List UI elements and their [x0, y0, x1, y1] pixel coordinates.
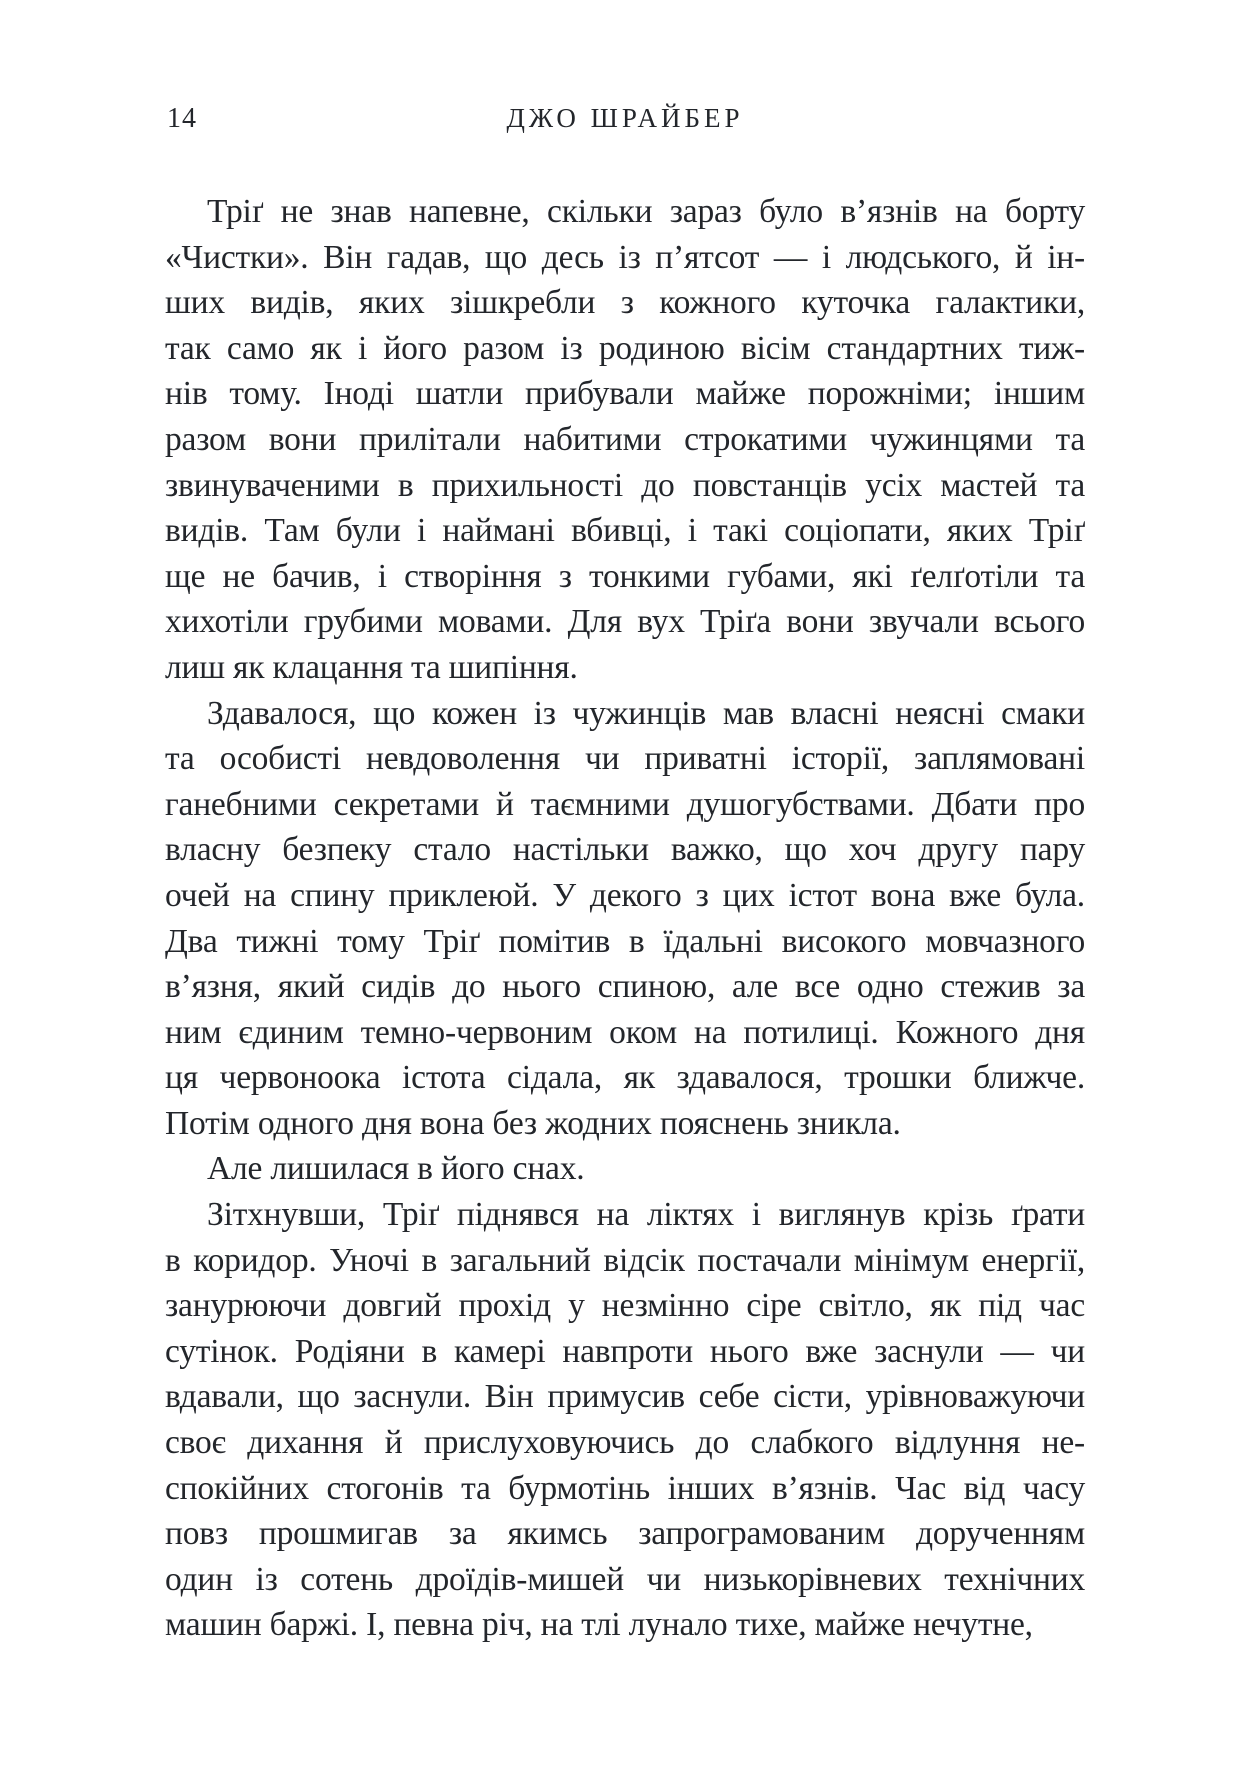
text-line: сутінок. Родіяни в камері навпроти нього вже заснули — чи [165, 1332, 1085, 1370]
text-line: в’язня, який сидів до нього спиною, але все одно стежив за [165, 968, 1085, 1006]
text-line: занурюючи довгий прохід у незмінно сіре світло, як під час [165, 1287, 1085, 1325]
text-line: в коридор. Уночі в загальний відсік постачали мінімум енергії, [165, 1241, 1085, 1279]
text-line: лиш як клацання та шипіння. [165, 648, 578, 686]
text-line: один із сотень дроїдів-мишей чи низькорівневих технічних [165, 1560, 1085, 1598]
text-line: Зітхнувши, Тріґ піднявся на ліктях і виглянув крізь ґрати [207, 1196, 1085, 1234]
text-line: разом вони прилітали набитими строкатими чужинцями та [165, 420, 1085, 458]
running-head-author: ДЖО ШРАЙБЕР [506, 103, 744, 133]
text-line: ших видів, яких зішкребли з кожного куточка галактики, [165, 284, 1085, 322]
text-line: та особисті невдоволення чи приватні історії, заплямовані [165, 740, 1085, 778]
text-line: нів тому. Іноді шатли прибували майже порожніми; іншим [165, 375, 1085, 413]
text-line: Тріґ не знав напевне, скільки зараз було в’язнів на борту [207, 193, 1085, 230]
text-line: хихотіли грубими мовами. Для вух Тріґа вони звучали всього [165, 603, 1085, 641]
text-line: ця червоноока істота сідала, як здавалося, трошки ближче. [165, 1059, 1085, 1097]
text-line: машин баржі. І, певна річ, на тлі лунало тихе, майже нечутне, [165, 1606, 1033, 1644]
text-line: власну безпеку стало настільки важко, що хоч другу пару [165, 831, 1085, 869]
text-line: ще не бачив, і створіння з тонкими губами, які ґелґотіли та [165, 557, 1085, 595]
paragraph [165, 1192, 1085, 1648]
text-line: очей на спину приклеюй. У декого з цих істот вона вже була. [165, 876, 1085, 914]
text-line: Але лишилася в його снах. [207, 1150, 585, 1188]
text-line: Здавалося, що кожен із чужинців мав власні неясні смаки [207, 694, 1085, 732]
text-line: ним єдиним темно-червоним оком на потилиці. Кожного дня [165, 1013, 1085, 1051]
page-number: 14 [167, 103, 197, 134]
text-line: видів. Там були і наймані вбивці, і такі соціопати, яких Тріґ [165, 512, 1085, 550]
paragraph [165, 189, 1085, 691]
text-line: звинуваченими в прихильності до повстанців усіх мастей та [165, 466, 1085, 504]
text-line: своє дихання й прислуховуючись до слабкого відлуння не- [165, 1424, 1085, 1462]
page-body [165, 189, 1085, 1648]
paragraph [165, 1146, 1085, 1192]
text-line: повз прошмигав за якимсь запрограмованим дорученням [165, 1515, 1085, 1553]
text-line: Два тижні тому Тріґ помітив в їдальні високого мовчазного [165, 922, 1085, 960]
text-line: ганебними секретами й таємними душогубствами. Дбати про [165, 785, 1085, 823]
text-line: так само як і його разом із родиною вісім стандартних тиж- [165, 329, 1085, 367]
page-header [165, 103, 1085, 143]
text-line: «Чистки». Він гадав, що десь із п’ятсот — і людського, й ін- [165, 238, 1085, 276]
paragraph [165, 691, 1085, 1147]
text-line: спокійних стогонів та бурмотінь інших в’язнів. Час від часу [165, 1469, 1085, 1507]
text-line: Потім одного дня вона без жодних пояснень зникла. [165, 1104, 901, 1142]
text-line: вдавали, що заснули. Він примусив себе сісти, урівноважуючи [165, 1378, 1085, 1416]
